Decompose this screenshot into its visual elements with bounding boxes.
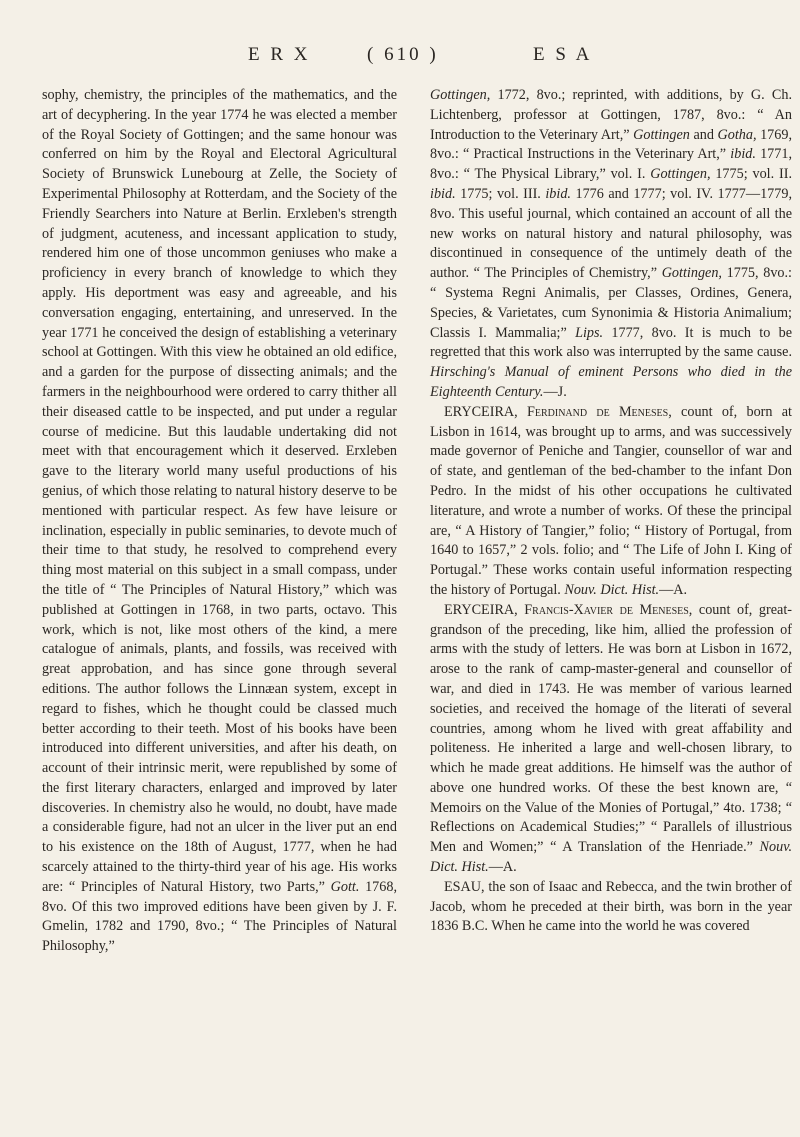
entry-body: count of, born at Lisbon in 1614, was brought up to arms, and was successively made governor of Peniche and Tangier, counsellor of war and of state, and gentleman of the bed-chamber to the infant Don Pedro. In the midst of his other occupations he cultivated literature, and wrote a number of works. Of these the principal are, “ A History of Tangier,” folio; “ History of Portugal, from 1640 to 1657,” 2 vols. folio; and “ The Life of John I. King of Portugal.” These works contain useful information respecting the history of Portugal. <box>430 403 792 598</box>
right-column <box>430 86 792 937</box>
entry-esau <box>430 878 792 937</box>
entry-source: Nouv. Dict. Hist. <box>430 839 792 876</box>
r-signature: —J. <box>543 383 567 400</box>
r-g: ibid. <box>730 146 756 163</box>
r-h: 1771, 8vo.: “ The Physical Library,” vol. I. <box>430 146 793 183</box>
r-c: Gottingen <box>633 126 690 143</box>
left-italic-gott: Gott. <box>330 878 360 895</box>
entry-signature: —A. <box>659 581 688 598</box>
r-l: 1775; vol. III. <box>455 185 546 202</box>
r-source: Hirsching's Manual of eminent Persons who died in the Eighteenth Century. <box>430 364 792 400</box>
page-header <box>0 44 800 74</box>
r-i: Gottingen, <box>650 166 711 183</box>
r-k: ibid. <box>430 185 456 202</box>
left-column <box>42 86 397 957</box>
r-e: Gotha, <box>717 126 757 143</box>
header-right-catchword: E S A <box>533 44 593 65</box>
left-text-tail: 1768, 8vo. Of this two improved editions have been given by J. F. Gmelin, 1782 and 1790, 8vo.; “ The Principles of Natural Philosophy,” <box>42 878 398 955</box>
r-q: Lips. <box>575 324 604 341</box>
entry-body: ESAU, the son of Isaac and Rebecca, and the twin brother of Jacob, whom he preceded at their birth, was born in the year 1836 B.C. When he came into the world he was covered <box>430 878 792 935</box>
entry-headword: ERYCEIRA, <box>444 403 518 420</box>
entry-given-name: Ferdinand de Meneses, <box>517 403 672 420</box>
r-f: 1769, 8vo.: “ Practical Instructions in the Veterinary Art,” <box>430 126 792 163</box>
entry-body: count of, great-grandson of the preceding, like him, allied the profession of arms with the study of letters. He was born at Lisbon in 1672, arose to the rank of camp-master-general and counsellor of war, and died in 1743. He was member of various learned societies, and received the homage of the literati of several countries, among whom he lived with great affability and politeness. He inherited a large and well-chosen library, to which he made great additions. He himself was the author of above one hundred works. Of these the best known are, “ Memoirs on the Value of the Monies of Portugal,” 4to. 1738; “ Reflections on Academical Studies;” “ Parallels of illustrious Men and Women;” “ A Translation of the Henriade.” <box>430 601 792 856</box>
entry-eryceira-ferdinand <box>430 403 792 601</box>
entry-source: Nouv. Dict. Hist. <box>564 581 660 598</box>
r-o: Gottingen, <box>661 265 722 282</box>
r-m: ibid. <box>545 185 571 202</box>
r-n: 1776 and 1777; vol. IV. 1777—1779, 8vo. This useful journal, which contained an account of all the new works on natural history and natural philosophy, was discontinued in consequence of the untimely death of the author. “ The Principles of Chemistry,” <box>430 185 792 282</box>
r-j: 1775; vol. II. <box>710 166 792 183</box>
r-b: 1772, 8vo.; reprinted, with additions, by G. Ch. Lichtenberg, professor at Gottingen, 1787, 8vo.: “ An Introduction to the Veterinary Art,” <box>430 87 792 143</box>
entry-headword: ERYCEIRA, <box>444 601 518 618</box>
left-column-paragraph <box>42 86 397 957</box>
page-number: ( 610 ) <box>367 44 439 65</box>
entry-signature: —A. <box>488 859 517 876</box>
left-text: sophy, chemistry, the principles of the mathematics, and the art of decyphering. In the year 1774 he was elected a member of the Royal Society of Gottingen; and the same honour was conferred on him by the Royal and Electoral Agricultural Society of Brunswick Lunebourg at Zelle, the Society of Experimental Philosophy at Rotterdam, and the Society of the Friendly Searchers into Nature at Berlin. Erxleben's strength of judgment, acuteness, and incessant application to study, rendered him one of those uncommon geniuses who make a proficiency in every branch of knowledge to which they apply. His deportment was easy and agreeable, and his conversation engaging, entertaining, and unreserved. In the year 1771 he conceived the design of establishing a veterinary school at Gottingen. With this view he obtained an old edifice, and a garden for the purpose of dissecting animals; and the farmers in the neighbourhood were ordered to carry thither all their diseased cattle to be inspected, and put under a regular course of medicine. But this laudable undertaking did not meet with that encouragement which it deserved. Erxleben gave to the literary world many useful productions of his genius, of which those relating to natural history deserve to be mentioned with particular respect. As few have leisure or inclination, especially in public seminaries, to devote much of their time to that study, he resolved to comprehend every thing most material on this subject in a small compass, under the title of “ The Principles of Natural History,” which was published at Gottingen in 1768, in two parts, octavo. This work, which is not, like most others of the kind, a mere catalogue of animals, plants, and fossils, was received with great approbation, and has since gone through several editions. The author follows the Linnæan system, except in regard to fishes, which he thought could be classed much better according to their teeth. Most of his books have been introduced into different universities, and after his death, on account of their intrinsic merit, were republished by some of the first literary characters, enlarged and improved by later discoveries. In chemistry also he would, no doubt, have made a considerable figure, had not an ulcer in the liver put an end to his existence on the 18th of August, 1777, when he had scarcely attained to the thirty-third year of his age. His works are: “ Principles of Natural History, two Parts,” <box>42 87 397 895</box>
r-p: 1775, 8vo.: “ Systema Regni Animalis, per Classes, Ordines, Genera, Species, & Varietates, cum Synonimia & Historia Animalium; Classis I. Mammalia;” <box>430 265 793 341</box>
erxleben-continuation <box>430 86 792 403</box>
r-d: and <box>689 126 718 143</box>
r-a: Gottingen, <box>430 87 491 103</box>
r-r: 1777, 8vo. It is much to be regretted that this work also was interrupted by the same cause. <box>430 324 792 361</box>
entry-given-name: Francis-Xavier de Meneses, <box>517 601 693 618</box>
header-left-catchword: E R X <box>248 44 311 65</box>
entry-eryceira-francis <box>430 601 792 878</box>
